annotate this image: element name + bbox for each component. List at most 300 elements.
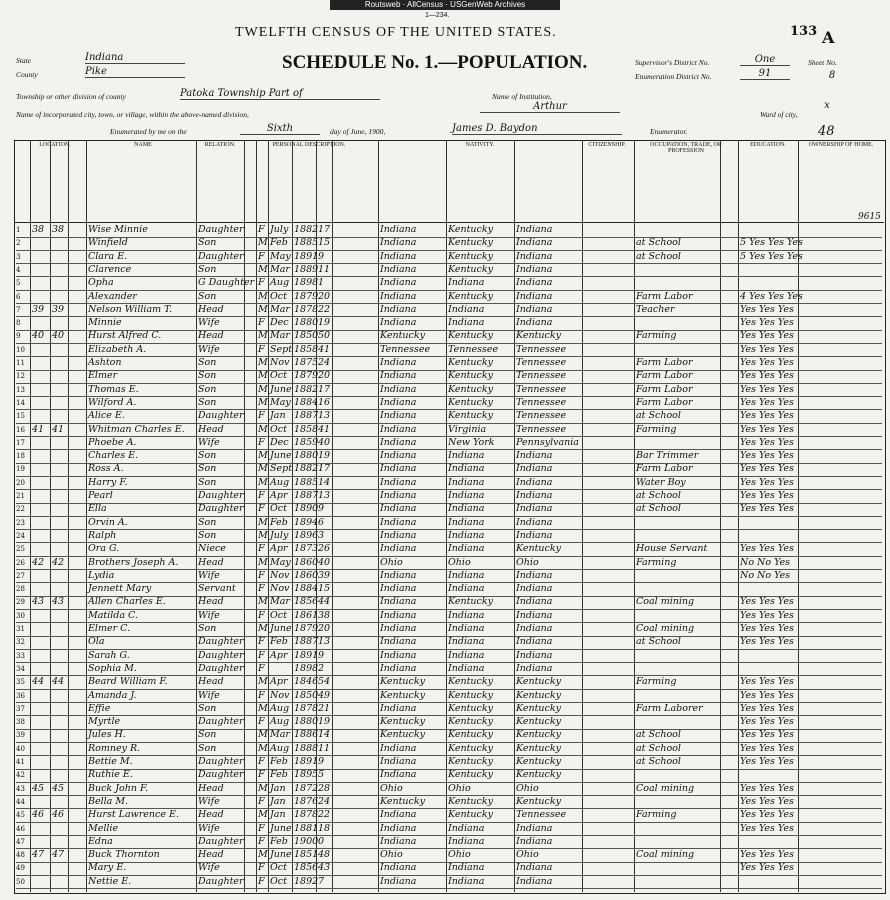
table-row	[16, 729, 882, 743]
cell-family-number: 45	[52, 782, 65, 794]
cell-person-name: Clara E.	[88, 250, 128, 262]
cell-family-number	[52, 743, 68, 755]
cell-age: 43	[318, 862, 331, 874]
cell-sex: M	[258, 330, 268, 342]
cell-age: 14	[318, 476, 331, 488]
cell-birth-month: Feb	[270, 237, 288, 249]
col-ownership: OWNERSHIP OF HOME.	[808, 142, 874, 148]
day-of-label: day of June, 1900,	[330, 127, 386, 136]
cell-birth-year: 1882	[294, 224, 319, 235]
cell-relation: Son	[198, 623, 217, 634]
cell-family-number	[52, 477, 68, 489]
cell-dwelling-number	[32, 756, 50, 768]
cell-education: Yes Yes Yes	[740, 756, 794, 767]
cell-family-number	[52, 237, 68, 249]
cell-person-name: Pearl	[88, 490, 113, 501]
state-label: State	[16, 56, 31, 65]
cell-family-number	[52, 370, 68, 382]
cell-row-number: 5	[16, 279, 21, 288]
cell-sex: M	[258, 809, 268, 821]
cell-person-name: Hurst Alfred C.	[88, 330, 162, 342]
cell-birth-year: 1887	[294, 636, 319, 648]
cell-sex: M	[258, 357, 268, 368]
cell-birth-year: 1859	[294, 436, 319, 448]
cell-occupation	[636, 823, 720, 835]
cell-dwelling-number	[32, 317, 50, 329]
cell-birth-year: 1880	[294, 450, 319, 462]
cell-relation: Daughter	[198, 503, 244, 515]
cell-person-name: Wise Minnie	[88, 224, 148, 235]
cell-father-birthplace: Indiana	[448, 476, 485, 488]
cell-dwelling-number	[32, 397, 50, 409]
table-row	[16, 796, 882, 810]
cell-mother-birthplace: Kentucky	[516, 543, 561, 555]
cell-education: Yes Yes Yes	[740, 370, 794, 382]
county-label: County	[16, 70, 38, 79]
cell-family-number: 42	[52, 556, 65, 568]
table-row	[16, 716, 882, 730]
cell-birth-year: 1880	[294, 716, 319, 728]
cell-sex: F	[258, 224, 265, 235]
cell-sex: M	[258, 742, 268, 754]
cell-age: 6	[318, 516, 325, 528]
cell-sex: F	[258, 543, 265, 555]
cell-person-name: Nettie E.	[88, 875, 132, 887]
cell-birth-month: Dec	[270, 436, 289, 448]
cell-mother-birthplace: Kentucky	[516, 756, 561, 767]
cell-birth-month: Dec	[270, 317, 289, 329]
cell-relation: Daughter	[198, 835, 244, 847]
cell-family-number	[52, 716, 68, 728]
cell-row-number: 4	[16, 265, 21, 274]
sheet-letter: A	[822, 28, 835, 47]
cell-family-number	[52, 503, 68, 515]
cell-sex: F	[258, 410, 265, 422]
cell-dwelling-number: 45	[32, 782, 45, 794]
cell-dwelling-number	[32, 823, 50, 835]
cell-dwelling-number	[32, 876, 50, 888]
cell-father-birthplace: Kentucky	[448, 676, 493, 688]
cell-birth-year: 1850	[294, 689, 319, 701]
table-row	[16, 570, 882, 584]
cell-person-name: Minnie	[88, 317, 122, 329]
cell-mother-birthplace: Kentucky	[516, 795, 561, 807]
cell-relation: Daughter	[198, 410, 244, 422]
cell-age: 19	[318, 716, 331, 728]
cell-mother-birthplace: Indiana	[516, 450, 553, 462]
enumerated-label: Enumerated by me on the	[110, 127, 187, 136]
cell-sex: F	[258, 756, 265, 767]
cell-birth-year: 1879	[294, 623, 319, 634]
cell-birthplace: Ohio	[380, 556, 403, 568]
cell-relation: Daughter	[198, 716, 244, 728]
cell-birthplace: Indiana	[380, 383, 417, 395]
cell-father-birthplace: Indiana	[448, 875, 485, 887]
cell-person-name: Jules H.	[88, 729, 126, 741]
cell-education: 5 Yes Yes Yes	[740, 237, 803, 249]
cell-relation: Son	[198, 529, 217, 541]
cell-birth-month: Feb	[270, 835, 288, 847]
cell-father-birthplace: Indiana	[448, 450, 485, 462]
cell-birth-month: Feb	[270, 636, 288, 648]
cell-sex: M	[258, 476, 268, 488]
cell-relation: Wife	[198, 689, 220, 701]
cell-row-number: 24	[16, 531, 25, 540]
cell-row-number: 45	[16, 811, 25, 820]
cell-birth-year: 1873	[294, 543, 319, 555]
cell-person-name: Bella M.	[88, 795, 129, 807]
cell-father-birthplace: Indiana	[448, 503, 485, 515]
cell-father-birthplace: Indiana	[448, 303, 485, 315]
cell-birth-year: 1851	[294, 849, 319, 861]
form-code: 1—234.	[425, 12, 450, 19]
cell-family-number	[52, 623, 68, 635]
cell-education: Yes Yes Yes	[740, 343, 794, 355]
cell-age: 18	[318, 822, 331, 834]
cell-occupation	[636, 277, 720, 289]
cell-mother-birthplace: Indiana	[516, 835, 553, 847]
table-row	[16, 783, 882, 797]
cell-family-number	[52, 796, 68, 808]
cell-mother-birthplace: Indiana	[516, 569, 553, 581]
cell-relation: Son	[198, 450, 217, 462]
enumeration-value: 91	[740, 68, 790, 80]
cell-age: 22	[318, 809, 331, 821]
cell-person-name: Whitman Charles E.	[88, 423, 185, 435]
cell-birth-year: 1885	[294, 476, 319, 488]
cell-birth-month: Aug	[270, 702, 290, 714]
cell-dwelling-number	[32, 384, 50, 396]
cell-dwelling-number	[32, 517, 50, 529]
cell-sex: F	[258, 795, 265, 807]
cell-education: Yes Yes Yes	[740, 383, 794, 395]
cell-birth-month: Jan	[270, 795, 286, 807]
schedule-title: SCHEDULE No. 1.—POPULATION.	[282, 52, 588, 73]
cell-birthplace: Indiana	[380, 875, 417, 887]
cell-birthplace: Indiana	[380, 862, 417, 874]
cell-education: Yes Yes Yes	[740, 689, 794, 701]
cell-relation: Head	[198, 782, 224, 794]
cell-relation: Head	[198, 303, 224, 315]
cell-birth-month: Mar	[270, 596, 290, 608]
cell-mother-birthplace: Indiana	[516, 317, 553, 329]
cell-mother-birthplace: Ohio	[516, 782, 539, 794]
cell-person-name: Sophia M.	[88, 662, 137, 674]
cell-father-birthplace: Ohio	[448, 849, 471, 861]
cell-father-birthplace: Indiana	[448, 529, 485, 541]
cell-age: 2	[318, 662, 325, 674]
cell-occupation	[636, 344, 720, 356]
cell-mother-birthplace: Tennessee	[516, 383, 567, 395]
cell-sex: M	[258, 263, 268, 275]
cell-occupation: Farming	[636, 556, 677, 568]
cell-sex: M	[258, 290, 268, 302]
cell-father-birthplace: Kentucky	[448, 809, 493, 821]
cell-person-name: Ella	[88, 503, 107, 515]
cell-education: Yes Yes Yes	[740, 463, 794, 475]
table-row	[16, 357, 882, 371]
cell-row-number: 25	[16, 545, 25, 554]
cell-person-name: Wilford A.	[88, 396, 137, 408]
cell-occupation: Farm Labor	[636, 290, 693, 302]
cell-father-birthplace: Indiana	[448, 649, 485, 661]
cell-birth-year: 1892	[294, 875, 319, 887]
cell-dwelling-number	[32, 716, 50, 728]
cell-family-number	[52, 530, 68, 542]
cell-age: 38	[318, 609, 331, 621]
cell-mother-birthplace: Tennessee	[516, 410, 567, 422]
table-row	[16, 663, 882, 677]
table-row	[16, 809, 882, 823]
cell-row-number: 17	[16, 438, 25, 447]
cell-relation: Head	[198, 596, 224, 608]
enumerator-label: Enumerator.	[650, 127, 688, 136]
cell-relation: Wife	[198, 569, 220, 581]
cell-age: 40	[318, 436, 331, 448]
cell-occupation: at School	[636, 237, 681, 249]
cell-sex: M	[258, 396, 268, 408]
cell-person-name: Matilda C.	[88, 609, 139, 621]
cell-birth-year: 1878	[294, 809, 319, 821]
cell-education: Yes Yes Yes	[740, 410, 794, 422]
cell-family-number	[52, 317, 68, 329]
cell-occupation	[636, 517, 720, 529]
cell-birth-month: June	[270, 849, 292, 861]
cell-mother-birthplace: Indiana	[516, 303, 553, 315]
cell-age: 17	[318, 383, 331, 395]
cell-father-birthplace: Kentucky	[448, 742, 493, 754]
table-row	[16, 410, 882, 424]
cell-row-number: 10	[16, 345, 25, 354]
cell-sex: F	[258, 716, 265, 728]
cell-birth-month: Feb	[270, 756, 288, 767]
cell-birth-year: 1898	[294, 662, 319, 674]
cell-birth-year: 1850	[294, 330, 319, 342]
cell-age: 20	[318, 290, 331, 302]
cell-birthplace: Indiana	[380, 809, 417, 821]
cell-sex: F	[258, 569, 265, 581]
cell-family-number	[52, 251, 68, 263]
cell-person-name: Alice E.	[88, 410, 125, 422]
cell-birth-month: Oct	[270, 862, 287, 874]
cell-dwelling-number	[32, 291, 50, 303]
cell-row-number: 27	[16, 571, 25, 580]
cell-age: 24	[318, 357, 331, 368]
cell-birth-month: Oct	[270, 370, 287, 382]
cell-age: 15	[318, 583, 331, 595]
cell-father-birthplace: Tennessee	[448, 343, 499, 355]
cell-sex: M	[258, 237, 268, 249]
cell-occupation	[636, 690, 720, 702]
cell-birth-year: 1846	[294, 676, 319, 688]
cell-birthplace: Indiana	[380, 370, 417, 382]
cell-education	[740, 769, 798, 781]
table-row	[16, 304, 882, 318]
cell-education	[740, 650, 798, 662]
cell-dwelling-number	[32, 703, 50, 715]
cell-birth-year: 1875	[294, 357, 319, 368]
cell-age: 26	[318, 543, 331, 555]
cell-person-name: Alexander	[88, 290, 137, 302]
cell-dwelling-number	[32, 530, 50, 542]
cell-birth-month: Nov	[270, 357, 290, 368]
cell-age: 39	[318, 569, 331, 581]
cell-occupation: Bar Trimmer	[636, 450, 699, 462]
cell-father-birthplace: Kentucky	[448, 756, 493, 767]
cell-sex: M	[258, 556, 268, 568]
cell-mother-birthplace: Tennessee	[516, 343, 567, 355]
cell-family-number	[52, 769, 68, 781]
cell-birthplace: Indiana	[380, 290, 417, 302]
cell-father-birthplace: Indiana	[448, 317, 485, 329]
cell-father-birthplace: Indiana	[448, 835, 485, 847]
township-label: Township or other division of county	[16, 92, 126, 101]
enumerated-day: Sixth	[240, 123, 320, 135]
cell-row-number: 1	[16, 226, 21, 234]
cell-row-number: 19	[16, 465, 25, 474]
cell-row-number: 11	[16, 359, 25, 367]
table-row	[16, 876, 882, 890]
cell-sex: M	[258, 450, 268, 462]
cell-mother-birthplace: Indiana	[516, 224, 553, 235]
cell-birth-month: Sept	[270, 343, 293, 355]
cell-mother-birthplace: Indiana	[516, 237, 553, 249]
col-nativity: NATIVITY.	[465, 142, 495, 148]
cell-dwelling-number	[32, 570, 50, 582]
cell-family-number	[52, 729, 68, 741]
cell-education: Yes Yes Yes	[740, 357, 794, 368]
cell-sex: M	[258, 676, 268, 688]
cell-person-name: Elmer C.	[88, 623, 131, 634]
cell-age: 28	[318, 782, 331, 794]
cell-birth-month: Oct	[270, 423, 287, 435]
cell-birth-year: 1856	[294, 862, 319, 874]
table-row	[16, 503, 882, 517]
cell-birth-month: Jan	[270, 782, 286, 794]
cell-family-number	[52, 636, 68, 648]
cell-age: 20	[318, 370, 331, 382]
cell-education	[740, 264, 798, 276]
cell-person-name: Beard William F.	[88, 676, 168, 688]
cell-birth-month: Oct	[270, 503, 287, 515]
cell-birth-month: Apr	[270, 649, 288, 661]
cell-person-name: Elmer	[88, 370, 118, 382]
table-row	[16, 264, 882, 278]
cell-person-name: Ola	[88, 636, 105, 648]
cell-row-number: 33	[16, 651, 25, 660]
cell-dwelling-number	[32, 543, 50, 555]
cell-sex: F	[258, 662, 265, 674]
table-row	[16, 463, 882, 477]
cell-family-number	[52, 357, 68, 369]
cell-mother-birthplace: Kentucky	[516, 676, 561, 688]
cell-sex: M	[258, 383, 268, 395]
cell-mother-birthplace: Kentucky	[516, 742, 561, 754]
cell-family-number	[52, 397, 68, 409]
table-row	[16, 251, 882, 265]
cell-birthplace: Indiana	[380, 277, 417, 289]
table-row	[16, 450, 882, 464]
cell-age: 9	[318, 503, 325, 515]
cell-family-number: 46	[52, 809, 65, 821]
cell-father-birthplace: Indiana	[448, 583, 485, 595]
cell-relation: Son	[198, 702, 217, 714]
cell-birthplace: Kentucky	[380, 676, 425, 688]
township-value: Patoka Township Part of	[180, 88, 380, 100]
cell-row-number: 22	[16, 505, 25, 514]
cell-mother-birthplace: Kentucky	[516, 702, 561, 714]
cell-dwelling-number	[32, 370, 50, 382]
col-occupation: OCCUPATION, TRADE, OR PROFESSION	[650, 142, 722, 154]
table-row	[16, 583, 882, 597]
cell-father-birthplace: Virginia	[448, 423, 487, 435]
cell-person-name: Winfield	[88, 237, 128, 249]
cell-row-number: 32	[16, 638, 25, 647]
cell-relation: Head	[198, 849, 224, 861]
cell-occupation: Farming	[636, 676, 677, 688]
cell-dwelling-number	[32, 729, 50, 741]
cell-row-number: 30	[16, 611, 25, 620]
cell-occupation: Farm Labor	[636, 383, 693, 395]
cell-dwelling-number	[32, 463, 50, 475]
cell-family-number: 44	[52, 676, 65, 688]
cell-sex: M	[258, 423, 268, 435]
cell-row-number: 49	[16, 864, 25, 873]
cell-father-birthplace: Kentucky	[448, 729, 493, 741]
cell-relation: Wife	[198, 343, 220, 355]
table-row	[16, 676, 882, 690]
cell-occupation: Teacher	[636, 303, 675, 315]
cell-mother-birthplace: Indiana	[516, 583, 553, 595]
cell-sex: F	[258, 636, 265, 648]
cell-birth-year: 1879	[294, 290, 319, 302]
cell-sex: F	[258, 649, 265, 661]
cell-relation: Wife	[198, 436, 220, 448]
cell-occupation	[636, 583, 720, 595]
enumerator-name: James D. Baydon	[452, 123, 622, 135]
cell-birthplace: Indiana	[380, 503, 417, 515]
cell-family-number	[52, 264, 68, 276]
cell-occupation	[636, 530, 720, 542]
cell-father-birthplace: Kentucky	[448, 769, 493, 781]
cell-education	[740, 836, 798, 848]
sheet-no-value: 8	[828, 70, 836, 81]
cell-education: Yes Yes Yes	[740, 795, 794, 807]
cell-birthplace: Indiana	[380, 609, 417, 621]
cell-occupation: at School	[636, 742, 681, 754]
cell-birth-year: 1886	[294, 729, 319, 741]
cell-birth-year: 1882	[294, 383, 319, 395]
cell-age: 13	[318, 636, 331, 648]
cell-family-number	[52, 703, 68, 715]
cell-birth-year: 1861	[294, 609, 319, 621]
cell-birthplace: Kentucky	[380, 689, 425, 701]
cell-row-number: 40	[16, 744, 25, 753]
cell-father-birthplace: Kentucky	[448, 370, 493, 382]
cell-sex: M	[258, 729, 268, 741]
table-row	[16, 543, 882, 557]
cell-education: Yes Yes Yes	[740, 503, 794, 515]
cell-birth-year: 1889	[294, 263, 319, 275]
cell-birth-year: 1879	[294, 370, 319, 382]
cell-relation: Son	[198, 476, 217, 488]
cell-father-birthplace: Kentucky	[448, 237, 493, 249]
table-row	[16, 477, 882, 491]
cell-education: Yes Yes Yes	[740, 303, 794, 315]
cell-education: Yes Yes Yes	[740, 809, 794, 821]
cell-family-number	[52, 583, 68, 595]
cell-father-birthplace: Kentucky	[448, 795, 493, 807]
